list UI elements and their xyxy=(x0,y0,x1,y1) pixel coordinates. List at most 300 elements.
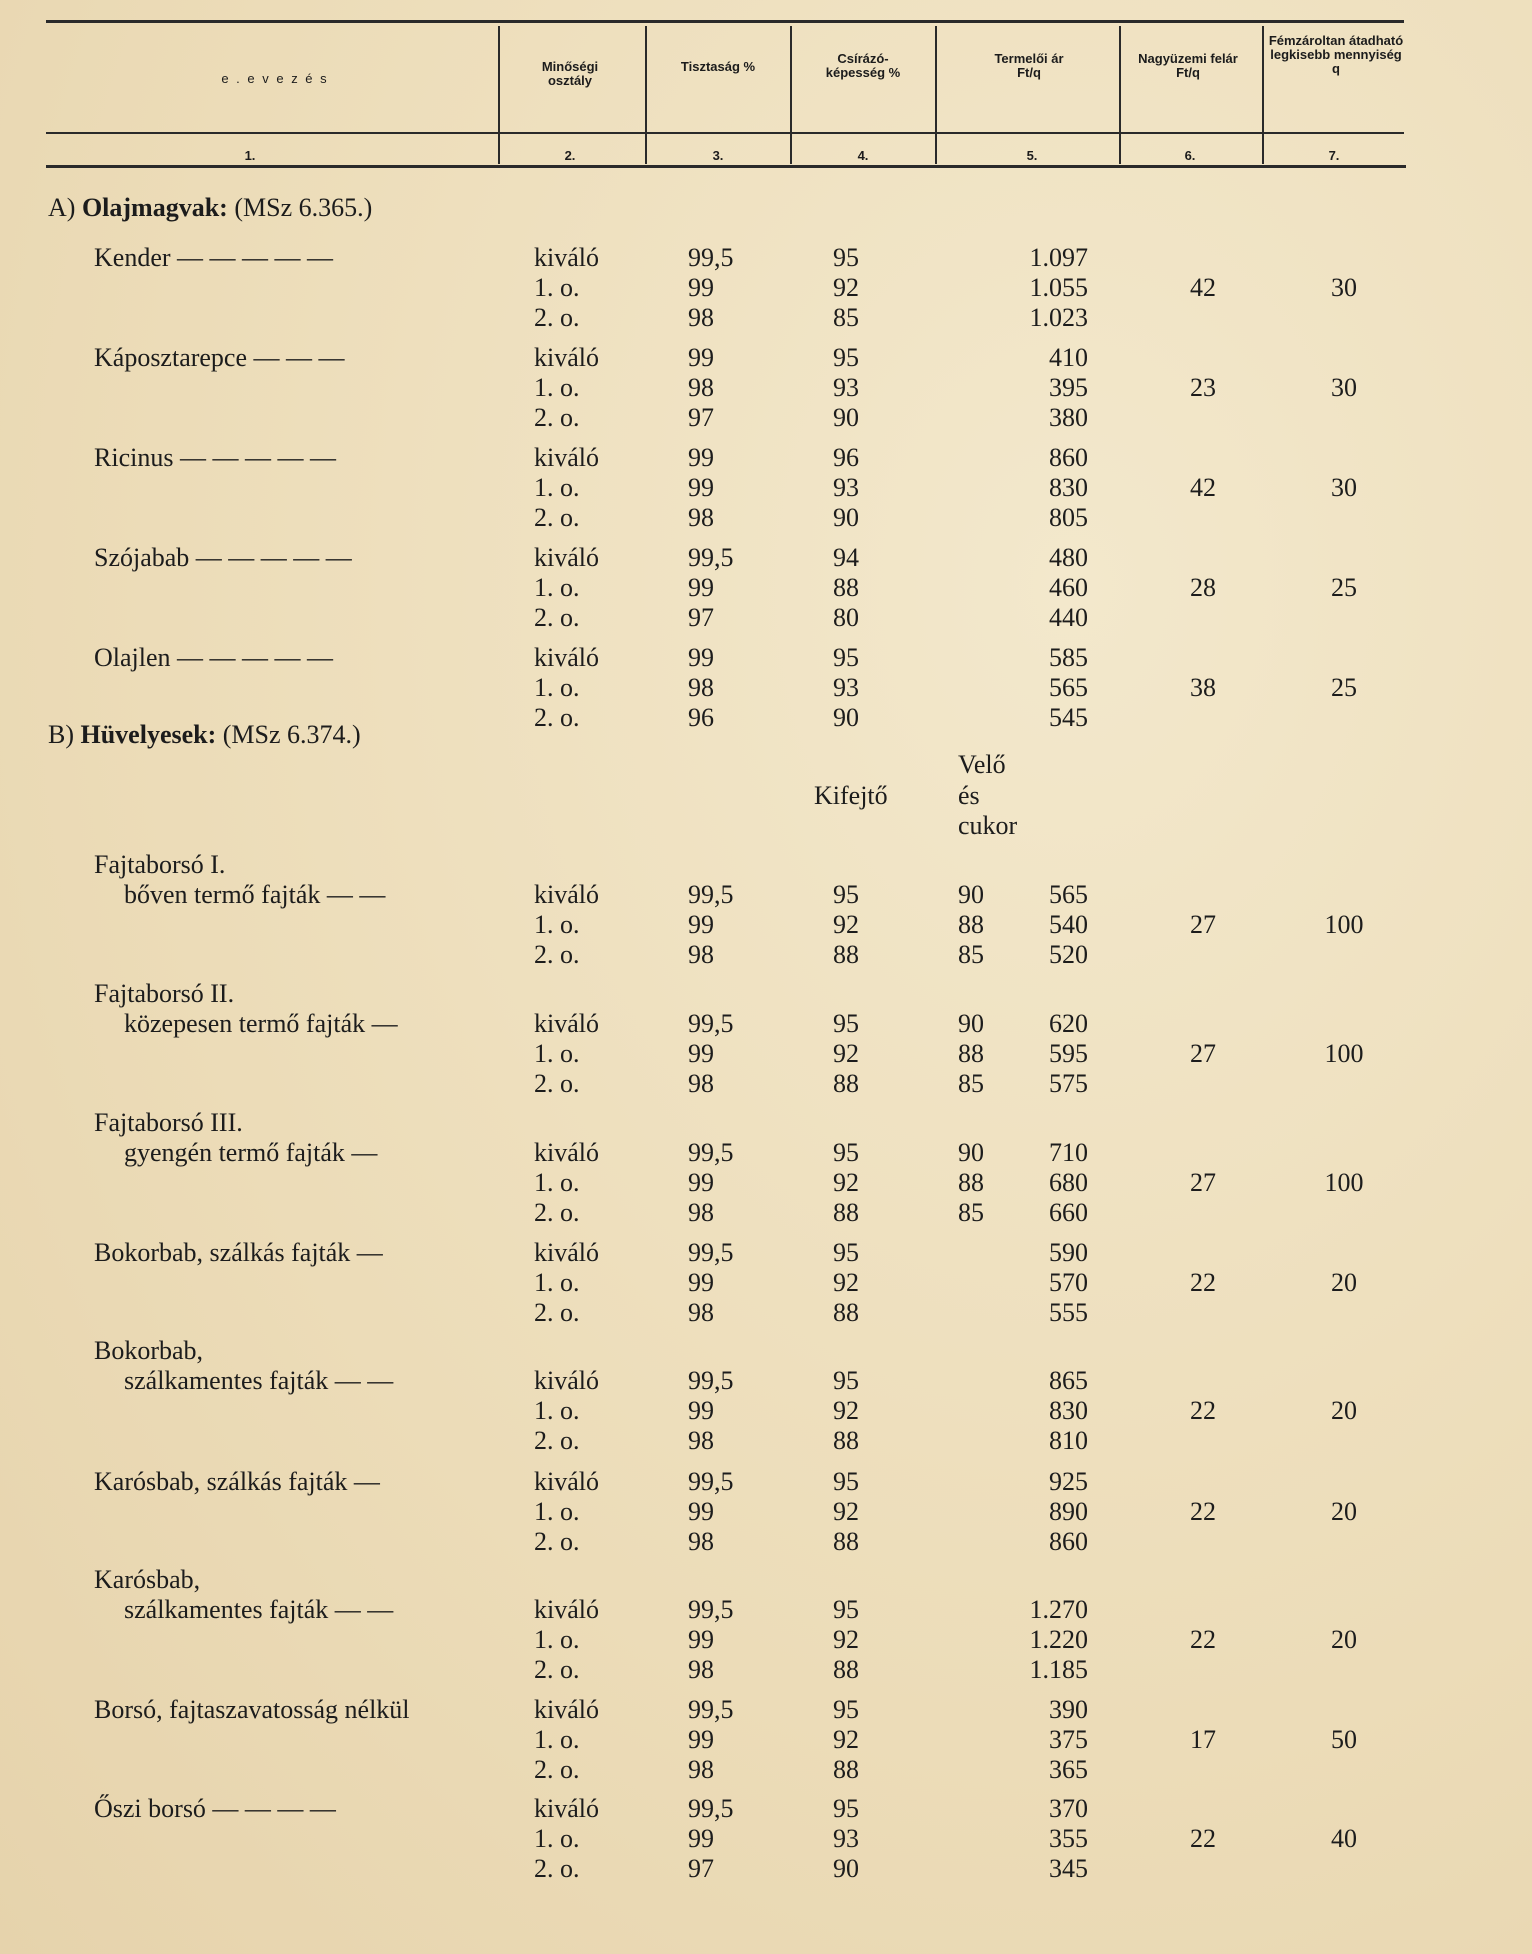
germination-value: 95 xyxy=(833,1467,859,1496)
quality-class: 1. o. xyxy=(534,910,580,939)
germination-value: 95 xyxy=(833,1794,859,1823)
surcharge-value: 23 xyxy=(1190,373,1216,402)
quality-class: kiváló xyxy=(534,1238,599,1267)
table-row xyxy=(0,443,1532,473)
quality-class: 2. o. xyxy=(534,503,580,532)
table-row xyxy=(0,343,1532,373)
table-row xyxy=(0,1298,1532,1328)
header-num4: 4. xyxy=(857,148,869,163)
price-value: 370 xyxy=(1049,1794,1088,1823)
germination-value: 88 xyxy=(833,1069,859,1098)
purity-value: 99,5 xyxy=(688,880,734,909)
purity-value: 99 xyxy=(688,1625,714,1654)
table-row xyxy=(0,1755,1532,1785)
purity-value: 99 xyxy=(688,473,714,502)
quality-class: 1. o. xyxy=(534,1396,580,1425)
germination-value: 88 xyxy=(833,1527,859,1556)
quality-class: kiváló xyxy=(534,1366,599,1395)
table-row xyxy=(0,1695,1532,1725)
germination-value: 92 xyxy=(833,1625,859,1654)
price-value: 570 xyxy=(1049,1268,1088,1297)
germination-value: 95 xyxy=(833,1366,859,1395)
section-a-heading xyxy=(48,193,372,223)
surcharge-value: 27 xyxy=(1190,910,1216,939)
price-value: 1.023 xyxy=(1029,303,1088,332)
germination-value: 95 xyxy=(833,1595,859,1624)
quality-class: 2. o. xyxy=(534,703,580,732)
surcharge-value: 17 xyxy=(1190,1725,1216,1754)
quality-class: 2. o. xyxy=(534,403,580,432)
germination-value: 90 xyxy=(833,1854,859,1883)
table-row xyxy=(0,1467,1532,1497)
table-row xyxy=(0,1854,1532,1884)
table-row xyxy=(0,1794,1532,1824)
purity-value: 98 xyxy=(688,673,714,702)
germination-value: 95 xyxy=(833,1695,859,1724)
product-name: Olajlen — — — — — xyxy=(94,643,334,672)
table-row xyxy=(0,473,1532,503)
price-value: 865 xyxy=(1049,1366,1088,1395)
purity-value: 98 xyxy=(688,303,714,332)
germination-value: 92 xyxy=(833,1725,859,1754)
table-row xyxy=(0,880,1532,910)
price-value: 565 xyxy=(1049,880,1088,909)
germination-value: 96 xyxy=(833,443,859,472)
velo-value: 85 xyxy=(958,940,984,969)
quality-class: kiváló xyxy=(534,1467,599,1496)
table-row xyxy=(0,373,1532,403)
table-row xyxy=(0,303,1532,333)
quality-class: kiváló xyxy=(534,443,599,472)
min-quantity-value: 20 xyxy=(1331,1497,1357,1526)
quality-class: kiváló xyxy=(534,643,599,672)
min-quantity-value: 25 xyxy=(1331,573,1357,602)
subhead-cukor: cukor xyxy=(958,811,1018,840)
table-row xyxy=(0,1497,1532,1527)
price-value: 460 xyxy=(1049,573,1088,602)
min-quantity-value: 100 xyxy=(1324,910,1364,939)
purity-value: 96 xyxy=(688,703,714,732)
table-row xyxy=(0,1396,1532,1426)
header-num7: 7. xyxy=(1328,148,1340,163)
product-name: Karósbab, xyxy=(94,1565,201,1594)
product-name: gyengén termő fajták — xyxy=(124,1138,378,1167)
product-name: Kender — — — — — xyxy=(94,243,334,272)
price-value: 395 xyxy=(1049,373,1088,402)
purity-value: 99,5 xyxy=(688,1138,734,1167)
germination-value: 88 xyxy=(833,1755,859,1784)
min-quantity-value: 20 xyxy=(1331,1268,1357,1297)
surcharge-value: 22 xyxy=(1190,1824,1216,1853)
price-value: 1.220 xyxy=(1029,1625,1088,1654)
price-value: 565 xyxy=(1049,673,1088,702)
germination-value: 93 xyxy=(833,473,859,502)
table-row xyxy=(0,403,1532,433)
purity-value: 98 xyxy=(688,503,714,532)
quality-class: kiváló xyxy=(534,1009,599,1038)
price-value: 1.055 xyxy=(1029,273,1088,302)
germination-value: 95 xyxy=(833,643,859,672)
price-value: 375 xyxy=(1049,1725,1088,1754)
min-quantity-value: 30 xyxy=(1331,273,1357,302)
col-divider xyxy=(645,26,647,164)
price-value: 595 xyxy=(1049,1039,1088,1068)
subhead-es: és xyxy=(958,781,980,810)
section-letter: A) xyxy=(48,193,76,222)
table-row xyxy=(0,1168,1532,1198)
quality-class: kiváló xyxy=(534,1595,599,1624)
col-divider xyxy=(498,26,500,164)
surcharge-value: 22 xyxy=(1190,1396,1216,1425)
purity-value: 99,5 xyxy=(688,1238,734,1267)
section-title: Hüvelyesek: xyxy=(80,720,217,749)
quality-class: 1. o. xyxy=(534,1725,580,1754)
germination-value: 90 xyxy=(833,503,859,532)
price-value: 620 xyxy=(1049,1009,1088,1038)
price-value: 355 xyxy=(1049,1824,1088,1853)
min-quantity-value: 20 xyxy=(1331,1625,1357,1654)
product-name: közepesen termő fajták — xyxy=(124,1009,398,1038)
price-value: 1.270 xyxy=(1029,1595,1088,1624)
col-divider xyxy=(1119,26,1121,164)
germination-value: 95 xyxy=(833,1138,859,1167)
purity-value: 99 xyxy=(688,1497,714,1526)
price-value: 805 xyxy=(1049,503,1088,532)
quality-class: 2. o. xyxy=(534,1426,580,1455)
header-col4: Csírázó-képesség % xyxy=(825,51,901,80)
purity-value: 97 xyxy=(688,1854,714,1883)
purity-value: 99,5 xyxy=(688,1595,734,1624)
table-row xyxy=(0,1625,1532,1655)
price-value: 810 xyxy=(1049,1426,1088,1455)
product-name: Szójabab — — — — — xyxy=(94,543,352,572)
purity-value: 98 xyxy=(688,1755,714,1784)
germination-value: 92 xyxy=(833,1168,859,1197)
germination-value: 95 xyxy=(833,880,859,909)
quality-class: 2. o. xyxy=(534,1298,580,1327)
purity-value: 98 xyxy=(688,1198,714,1227)
price-value: 520 xyxy=(1049,940,1088,969)
germination-value: 88 xyxy=(833,940,859,969)
purity-value: 97 xyxy=(688,403,714,432)
table-row xyxy=(0,940,1532,970)
table-row xyxy=(0,603,1532,633)
purity-value: 98 xyxy=(688,940,714,969)
quality-class: 2. o. xyxy=(534,303,580,332)
germination-value: 88 xyxy=(833,1426,859,1455)
price-value: 890 xyxy=(1049,1497,1088,1526)
product-name: Bokorbab, szálkás fajták — xyxy=(94,1238,383,1267)
price-value: 680 xyxy=(1049,1168,1088,1197)
germination-value: 88 xyxy=(833,1655,859,1684)
min-quantity-value: 100 xyxy=(1324,1168,1364,1197)
table-row xyxy=(0,1039,1532,1069)
min-quantity-value: 25 xyxy=(1331,673,1357,702)
germination-value: 80 xyxy=(833,603,859,632)
quality-class: kiváló xyxy=(534,1794,599,1823)
product-name: Bokorbab, xyxy=(94,1336,204,1365)
table-row xyxy=(0,1595,1532,1625)
table-row xyxy=(0,1426,1532,1456)
purity-value: 97 xyxy=(688,603,714,632)
germination-value: 88 xyxy=(833,1198,859,1227)
section-standard: (MSz 6.374.) xyxy=(222,720,361,749)
quality-class: 1. o. xyxy=(534,1268,580,1297)
velo-value: 88 xyxy=(958,1039,984,1068)
quality-class: 2. o. xyxy=(534,1854,580,1883)
germination-value: 94 xyxy=(833,543,859,572)
quality-class: 1. o. xyxy=(534,473,580,502)
purity-value: 99,5 xyxy=(688,543,734,572)
price-value: 1.097 xyxy=(1029,243,1088,272)
header-col1: e . e v e z é s xyxy=(221,71,329,86)
purity-value: 99 xyxy=(688,910,714,939)
quality-class: 1. o. xyxy=(534,1824,580,1853)
price-value: 830 xyxy=(1049,1396,1088,1425)
header-num6: 6. xyxy=(1184,148,1196,163)
header-bottom-rule xyxy=(46,165,1406,168)
header-mid-rule xyxy=(46,132,1404,134)
table-row xyxy=(0,273,1532,303)
price-value: 925 xyxy=(1049,1467,1088,1496)
min-quantity-value: 40 xyxy=(1331,1824,1357,1853)
header-col7: Fémzároltan átadható legkisebb mennyiség q xyxy=(1268,33,1404,76)
velo-value: 90 xyxy=(958,880,984,909)
purity-value: 99 xyxy=(688,443,714,472)
section-letter: B) xyxy=(48,720,74,749)
price-value: 480 xyxy=(1049,543,1088,572)
purity-value: 98 xyxy=(688,1069,714,1098)
min-quantity-value: 30 xyxy=(1331,373,1357,402)
purity-value: 99,5 xyxy=(688,1794,734,1823)
price-value: 540 xyxy=(1049,910,1088,939)
quality-class: 1. o. xyxy=(534,1039,580,1068)
germination-value: 93 xyxy=(833,673,859,702)
product-name: Káposztarepce — — — xyxy=(94,343,345,372)
surcharge-value: 22 xyxy=(1190,1625,1216,1654)
header-num3: 3. xyxy=(712,148,724,163)
surcharge-value: 27 xyxy=(1190,1039,1216,1068)
product-name: szálkamentes fajták — — xyxy=(124,1366,394,1395)
purity-value: 98 xyxy=(688,1298,714,1327)
price-value: 660 xyxy=(1049,1198,1088,1227)
surcharge-value: 22 xyxy=(1190,1268,1216,1297)
table-row xyxy=(0,643,1532,673)
germination-value: 90 xyxy=(833,703,859,732)
velo-value: 90 xyxy=(958,1009,984,1038)
quality-class: 2. o. xyxy=(534,1755,580,1784)
germination-value: 92 xyxy=(833,910,859,939)
germination-value: 88 xyxy=(833,573,859,602)
germination-value: 92 xyxy=(833,1396,859,1425)
germination-value: 92 xyxy=(833,273,859,302)
price-value: 830 xyxy=(1049,473,1088,502)
price-value: 860 xyxy=(1049,1527,1088,1556)
quality-class: kiváló xyxy=(534,1695,599,1724)
table-row xyxy=(0,1655,1532,1685)
header-col6: Nagyüzemi felár Ft/q xyxy=(1138,51,1238,80)
purity-value: 99 xyxy=(688,573,714,602)
purity-value: 98 xyxy=(688,1655,714,1684)
section-standard: (MSz 6.365.) xyxy=(234,193,373,222)
price-value: 410 xyxy=(1049,343,1088,372)
subhead-kifejto: Kifejtő xyxy=(814,781,888,810)
quality-class: 1. o. xyxy=(534,673,580,702)
table-row xyxy=(0,703,1532,733)
header-col2: Minőségi osztály xyxy=(541,59,599,88)
germination-value: 92 xyxy=(833,1039,859,1068)
purity-value: 99 xyxy=(688,343,714,372)
price-value: 860 xyxy=(1049,443,1088,472)
quality-class: kiváló xyxy=(534,243,599,272)
subhead-velo: Velő xyxy=(958,750,1006,779)
product-name: bőven termő fajták — — xyxy=(124,880,386,909)
product-name: Ricinus — — — — — xyxy=(94,443,336,472)
velo-value: 85 xyxy=(958,1069,984,1098)
purity-value: 99,5 xyxy=(688,1467,734,1496)
price-value: 1.185 xyxy=(1029,1655,1088,1684)
header-num2: 2. xyxy=(564,148,576,163)
purity-value: 99 xyxy=(688,1725,714,1754)
purity-value: 98 xyxy=(688,1426,714,1455)
quality-class: 1. o. xyxy=(534,1497,580,1526)
purity-value: 99 xyxy=(688,643,714,672)
price-value: 440 xyxy=(1049,603,1088,632)
table-row xyxy=(0,1366,1532,1396)
product-name: Fajtaborsó I. xyxy=(94,850,226,879)
table-row xyxy=(0,1527,1532,1557)
table-row xyxy=(0,243,1532,273)
table-row xyxy=(0,1238,1532,1268)
min-quantity-value: 50 xyxy=(1331,1725,1357,1754)
quality-class: kiváló xyxy=(534,880,599,909)
price-value: 575 xyxy=(1049,1069,1088,1098)
surcharge-value: 27 xyxy=(1190,1168,1216,1197)
purity-value: 99 xyxy=(688,1268,714,1297)
table-row xyxy=(0,573,1532,603)
germination-value: 93 xyxy=(833,1824,859,1853)
quality-class: kiváló xyxy=(534,543,599,572)
quality-class: 1. o. xyxy=(534,573,580,602)
header-col3: Tisztaság % xyxy=(680,59,756,74)
product-name: Fajtaborsó III. xyxy=(94,1108,243,1137)
germination-value: 88 xyxy=(833,1298,859,1327)
purity-value: 99,5 xyxy=(688,1009,734,1038)
product-name: Borsó, fajtaszavatosság nélkül xyxy=(94,1695,410,1724)
surcharge-value: 42 xyxy=(1190,473,1216,502)
germination-value: 95 xyxy=(833,243,859,272)
product-name: Őszi borsó — — — — xyxy=(94,1794,336,1823)
table-row xyxy=(0,1138,1532,1168)
price-value: 365 xyxy=(1049,1755,1088,1784)
min-quantity-value: 100 xyxy=(1324,1039,1364,1068)
col-divider xyxy=(790,26,792,164)
purity-value: 99 xyxy=(688,1168,714,1197)
germination-value: 90 xyxy=(833,403,859,432)
table-row xyxy=(0,1725,1532,1755)
quality-class: 2. o. xyxy=(534,1527,580,1556)
surcharge-value: 38 xyxy=(1190,673,1216,702)
table-row xyxy=(0,1824,1532,1854)
table-row xyxy=(0,673,1532,703)
header-num5: 5. xyxy=(1026,148,1038,163)
product-name: Karósbab, szálkás fajták — xyxy=(94,1467,380,1496)
purity-value: 99,5 xyxy=(688,1695,734,1724)
table-row xyxy=(0,543,1532,573)
table-row xyxy=(0,1069,1532,1099)
germination-value: 95 xyxy=(833,343,859,372)
price-value: 390 xyxy=(1049,1695,1088,1724)
purity-value: 99,5 xyxy=(688,1366,734,1395)
quality-class: 2. o. xyxy=(534,1069,580,1098)
col-divider xyxy=(935,26,937,164)
purity-value: 99 xyxy=(688,1039,714,1068)
table-row xyxy=(0,503,1532,533)
price-value: 585 xyxy=(1049,643,1088,672)
germination-value: 95 xyxy=(833,1238,859,1267)
quality-class: 1. o. xyxy=(534,373,580,402)
surcharge-value: 22 xyxy=(1190,1497,1216,1526)
price-value: 590 xyxy=(1049,1238,1088,1267)
price-value: 545 xyxy=(1049,703,1088,732)
price-value: 555 xyxy=(1049,1298,1088,1327)
quality-class: kiváló xyxy=(534,343,599,372)
table-row xyxy=(0,1268,1532,1298)
table-row xyxy=(0,1009,1532,1039)
purity-value: 99 xyxy=(688,1396,714,1425)
price-value: 380 xyxy=(1049,403,1088,432)
min-quantity-value: 30 xyxy=(1331,473,1357,502)
product-name: Fajtaborsó II. xyxy=(94,979,235,1008)
table-row xyxy=(0,910,1532,940)
velo-value: 88 xyxy=(958,910,984,939)
germination-value: 92 xyxy=(833,1268,859,1297)
surcharge-value: 42 xyxy=(1190,273,1216,302)
surcharge-value: 28 xyxy=(1190,573,1216,602)
header-top-rule xyxy=(46,20,1404,23)
section-title: Olajmagvak: xyxy=(81,193,228,222)
germination-value: 92 xyxy=(833,1497,859,1526)
velo-value: 85 xyxy=(958,1198,984,1227)
purity-value: 99 xyxy=(688,273,714,302)
purity-value: 99,5 xyxy=(688,243,734,272)
price-value: 345 xyxy=(1049,1854,1088,1883)
purity-value: 98 xyxy=(688,1527,714,1556)
quality-class: 1. o. xyxy=(534,1625,580,1654)
price-value: 710 xyxy=(1049,1138,1088,1167)
col-divider xyxy=(1262,26,1264,164)
purity-value: 99 xyxy=(688,1824,714,1853)
table-row xyxy=(0,1198,1532,1228)
quality-class: 2. o. xyxy=(534,1198,580,1227)
product-name: szálkamentes fajták — — xyxy=(124,1595,394,1624)
quality-class: 2. o. xyxy=(534,603,580,632)
quality-class: 1. o. xyxy=(534,273,580,302)
header-num1: 1. xyxy=(244,148,256,163)
velo-value: 90 xyxy=(958,1138,984,1167)
quality-class: 2. o. xyxy=(534,1655,580,1684)
purity-value: 98 xyxy=(688,373,714,402)
min-quantity-value: 20 xyxy=(1331,1396,1357,1425)
germination-value: 85 xyxy=(833,303,859,332)
germination-value: 93 xyxy=(833,373,859,402)
velo-value: 88 xyxy=(958,1168,984,1197)
quality-class: 1. o. xyxy=(534,1168,580,1197)
quality-class: kiváló xyxy=(534,1138,599,1167)
germination-value: 95 xyxy=(833,1009,859,1038)
header-col5: Termelői ár Ft/q xyxy=(994,51,1064,80)
quality-class: 2. o. xyxy=(534,940,580,969)
